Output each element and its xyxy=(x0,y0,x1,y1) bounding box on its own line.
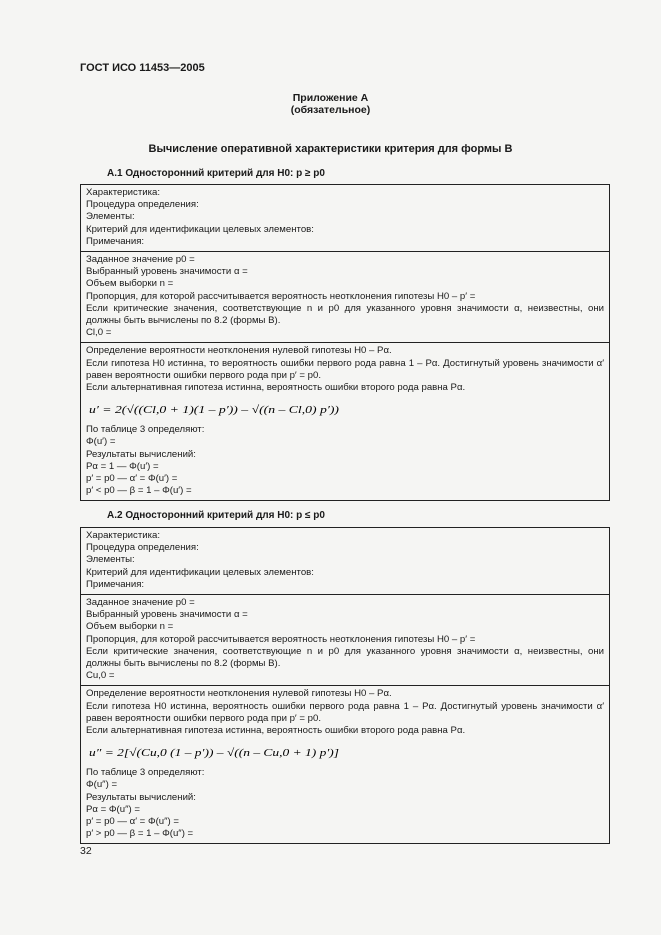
line: Результаты вычислений: xyxy=(86,791,196,803)
formula-u-double-prime-graphic xyxy=(86,737,346,767)
formula-text: u″ = 2[√(Cu,0 (1 – p′)) – √((n – Cu,0 + 1) p′)] xyxy=(89,747,339,760)
line: Выбранный уровень значимости α = xyxy=(86,266,248,278)
form-table-a2 xyxy=(80,527,610,844)
line: Критерий для идентификации целевых элементов: xyxy=(86,223,314,235)
line: Определение вероятности неотклонения нулевой гипотезы H0 – Pα. xyxy=(86,345,392,357)
line: p′ < p0 — β = 1 – Φ(u′) = xyxy=(86,485,192,497)
line: Pα = Φ(u″) = xyxy=(86,803,140,815)
formula-u-prime-graphic xyxy=(86,394,346,424)
main-title: Вычисление оперативной характеристики критерия для формы В xyxy=(148,143,513,155)
line: По таблице 3 определяют: xyxy=(86,424,205,436)
appendix-title: Приложение А xyxy=(292,92,369,104)
section-title-a1 xyxy=(107,168,325,179)
line: Процедура определения: xyxy=(86,542,199,554)
line: Пропорция, для которой рассчитывается вероятность неотклонения гипотезы H0 – p′ = xyxy=(86,633,476,645)
line: Cu,0 = xyxy=(86,670,115,682)
paragraph: Если гипотеза H0 истинна, то вероятность ошибки первого рода равна 1 – Pα. Достигнутый уровень значимости α′ равен вероятности ошибки первого рода при p′ = p0. xyxy=(86,357,604,381)
line: Объем выборки n = xyxy=(86,621,174,633)
section-title-a2-text: А.2 Односторонний критерий для H0: p ≤ p0 xyxy=(107,510,325,521)
paragraph: Если критические значения, соответствующие n и p0 для указанного уровня значимости α, неизвестны, они должны быть вычислены по 8.2 (формы В). xyxy=(86,645,604,670)
standard-code: ГОСТ ИСО 11453—2005 xyxy=(80,62,205,74)
line: Пропорция, для которой рассчитывается вероятность неотклонения гипотезы H0 – p′ = xyxy=(86,290,476,302)
table-cell-parameters xyxy=(81,251,609,342)
line: Если альтернативная гипотеза истинна, вероятность ошибки второго рода равна Pα. xyxy=(86,725,466,737)
paragraph: Если критические значения, соответствующие n и p0 для указанного уровня значимости α, неизвестны, они должны быть вычислены по 8.2 (формы В). xyxy=(86,302,604,327)
line: p′ = p0 — α′ = Φ(u′) = xyxy=(86,473,178,485)
line: Φ(u″) = xyxy=(86,779,118,791)
line: По таблице 3 определяют: xyxy=(86,767,205,779)
line: Если альтернативная гипотеза истинна, вероятность ошибки второго рода равна Pα. xyxy=(86,382,466,394)
line: Процедура определения: xyxy=(86,199,199,211)
line: Заданное значение p0 = xyxy=(86,254,195,266)
section-title-a1-text: А.1 Односторонний критерий для H0: p ≥ p0 xyxy=(107,168,325,179)
appendix-heading xyxy=(0,92,661,116)
section-title-a2 xyxy=(107,510,325,521)
appendix-status: (обязательное) xyxy=(290,104,371,116)
line: Примечания: xyxy=(86,235,145,247)
line: p′ = p0 — α′ = Φ(u″) = xyxy=(86,816,179,828)
line: Объем выборки n = xyxy=(86,278,174,290)
line: Выбранный уровень значимости α = xyxy=(86,609,248,621)
line: Характеристика: xyxy=(86,530,160,541)
line: Элементы: xyxy=(86,211,135,223)
line: Результаты вычислений: xyxy=(86,448,196,460)
formula-u-double-prime xyxy=(86,737,604,767)
line: Определение вероятности неотклонения нулевой гипотезы H0 – Pα. xyxy=(86,688,392,700)
line: Φ(u′) = xyxy=(86,436,116,448)
line: Характеристика: xyxy=(86,187,160,198)
table-cell-calculation xyxy=(81,342,609,500)
line: Критерий для идентификации целевых элементов: xyxy=(86,566,314,578)
line: Элементы: xyxy=(86,554,135,566)
table-cell-characteristics xyxy=(81,528,609,594)
table-cell-parameters xyxy=(81,594,609,685)
line: Примечания: xyxy=(86,578,145,590)
table-cell-calculation xyxy=(81,685,609,843)
line: p′ > p0 — β = 1 – Φ(u″) = xyxy=(86,828,194,840)
paragraph: Если гипотеза H0 истинна, вероятность ошибки первого рода равна 1 – Pα. Достигнутый уровень значимости α′ равен вероятности ошибки первого рода при p′ = p0. xyxy=(86,700,604,724)
page-number: 32 xyxy=(80,845,92,857)
table-cell-characteristics xyxy=(81,185,609,251)
line: Cl,0 = xyxy=(86,327,112,339)
line: Pα = 1 — Φ(u′) = xyxy=(86,460,159,472)
formula-u-prime xyxy=(86,394,604,424)
form-table-a1 xyxy=(80,184,610,501)
line: Заданное значение p0 = xyxy=(86,597,195,609)
formula-text: u′ = 2(√((Cl,0 + 1)(1 – p′)) – √((n – Cl,0) p′)) xyxy=(89,404,340,417)
